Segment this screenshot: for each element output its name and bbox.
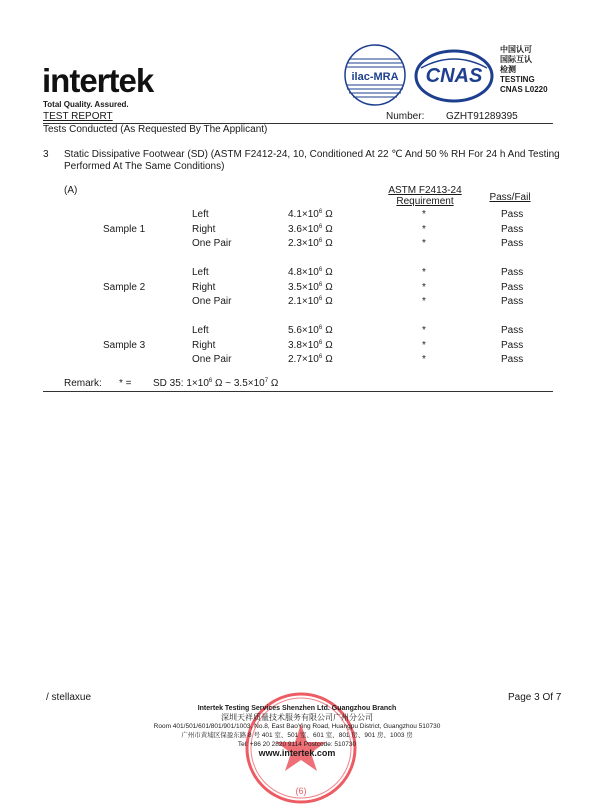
row-side: Left [192,209,209,220]
footer-initials: / stellaxue [46,692,92,703]
remark-symbol: * = [119,378,132,389]
sample-name: Sample 2 [103,281,146,293]
resistance-value: $2.7\times 10^6$ Ω [288,354,333,365]
report-title: TEST REPORT [43,111,113,122]
report-number: GZHT91289395 [446,111,518,122]
cnas-logo-icon [413,48,495,104]
svg-text:(6): (6) [295,786,307,796]
pass-fail-result: Pass [501,339,524,351]
resistance-value: $2.3\times 10^6$ Ω [288,238,333,249]
requirement-mark: * [422,325,426,336]
row-side: One Pair [192,238,232,249]
resistance-value: $2.1\times 10^6$ Ω [288,296,333,307]
resistance-value: $3.5\times 10^6$ Ω [288,281,333,293]
resistance-value: $4.1\times 10^6$ Ω [288,209,333,220]
requirement-mark: * [422,296,426,307]
row-side: Left [192,267,209,278]
requirement-mark: * [422,267,426,278]
tests-conducted-heading: Tests Conducted (As Requested By The Applicant) [43,124,268,135]
pass-fail-result: Pass [501,238,524,249]
requirement-mark: * [422,238,426,249]
page-number: Page 3 Of 7 [508,692,562,703]
subsection-label: (A) [64,185,78,196]
resistance-value: $3.8\times 10^6$ Ω [288,339,333,351]
accreditation-text: 中国认可 国际互认 检测 TESTING CNAS L0220 [500,45,548,94]
footer-website-link[interactable]: www.intertek.com [258,748,336,758]
cnas-text: CNAS [425,65,483,87]
column-header-pass-fail: Pass/Fail [489,192,531,203]
pass-fail-result: Pass [501,209,524,220]
pass-fail-result: Pass [501,354,524,365]
row-side: Right [192,339,216,351]
number-label: Number: [386,111,425,122]
row-side: One Pair [192,354,232,365]
intertek-logo: intertek [42,62,154,99]
section-number: 3 [43,149,49,160]
requirement-mark: * [422,354,426,365]
remark-text: SD 35: $1\times 10^6$ Ω ~ $3.5\times 10^7$ Ω [153,378,279,389]
pass-fail-result: Pass [501,281,524,293]
row-side: Left [192,325,209,336]
logo-tagline: Total Quality. Assured. [43,100,129,109]
pass-fail-result: Pass [501,296,524,307]
section-title: Static Dissipative Footwear (SD) (ASTM F2412-24, 10, Conditioned At 22 ℃ And 50 % RH For 24 h And Testing Performed At The Same Conditions) [64,149,560,172]
ilac-text: ilac-MRA [351,71,399,83]
footer-company-info: Intertek Testing Services Shenzhen Ltd. Guangzhou Branch 深圳天祥质量技术服务有限公司广州分公司 Room 401/501/601/801/901/1003, No.8, East BaoYing Road, Huangpu District, Guangzhou 510730 广州市黄埔区保盈东路 8 号 401 室、501 室、601 室、801 房、901 房、1003 房 Tel: +86 20 2820 9114 Postcode: 510730 www.intertek.com [97,704,497,758]
row-side: One Pair [192,296,232,307]
pass-fail-result: Pass [501,223,524,235]
sample-name: Sample 3 [103,339,146,351]
remark-label: Remark: [64,378,102,389]
pass-fail-result: Pass [501,325,524,336]
requirement-mark: * [422,209,426,220]
resistance-value: $4.8\times 10^6$ Ω [288,267,333,278]
row-side: Right [192,281,216,293]
sample-name: Sample 1 [103,223,146,235]
remark-divider [43,391,553,392]
resistance-value: $5.6\times 10^6$ Ω [288,325,333,336]
requirement-mark: * [422,281,426,293]
column-header-requirement: ASTM F2413-24 Requirement [388,185,462,207]
requirement-mark: * [422,223,426,235]
row-side: Right [192,223,216,235]
pass-fail-result: Pass [501,267,524,278]
ilac-mra-logo-icon [343,43,408,108]
resistance-value: $3.6\times 10^6$ Ω [288,223,333,235]
requirement-mark: * [422,339,426,351]
